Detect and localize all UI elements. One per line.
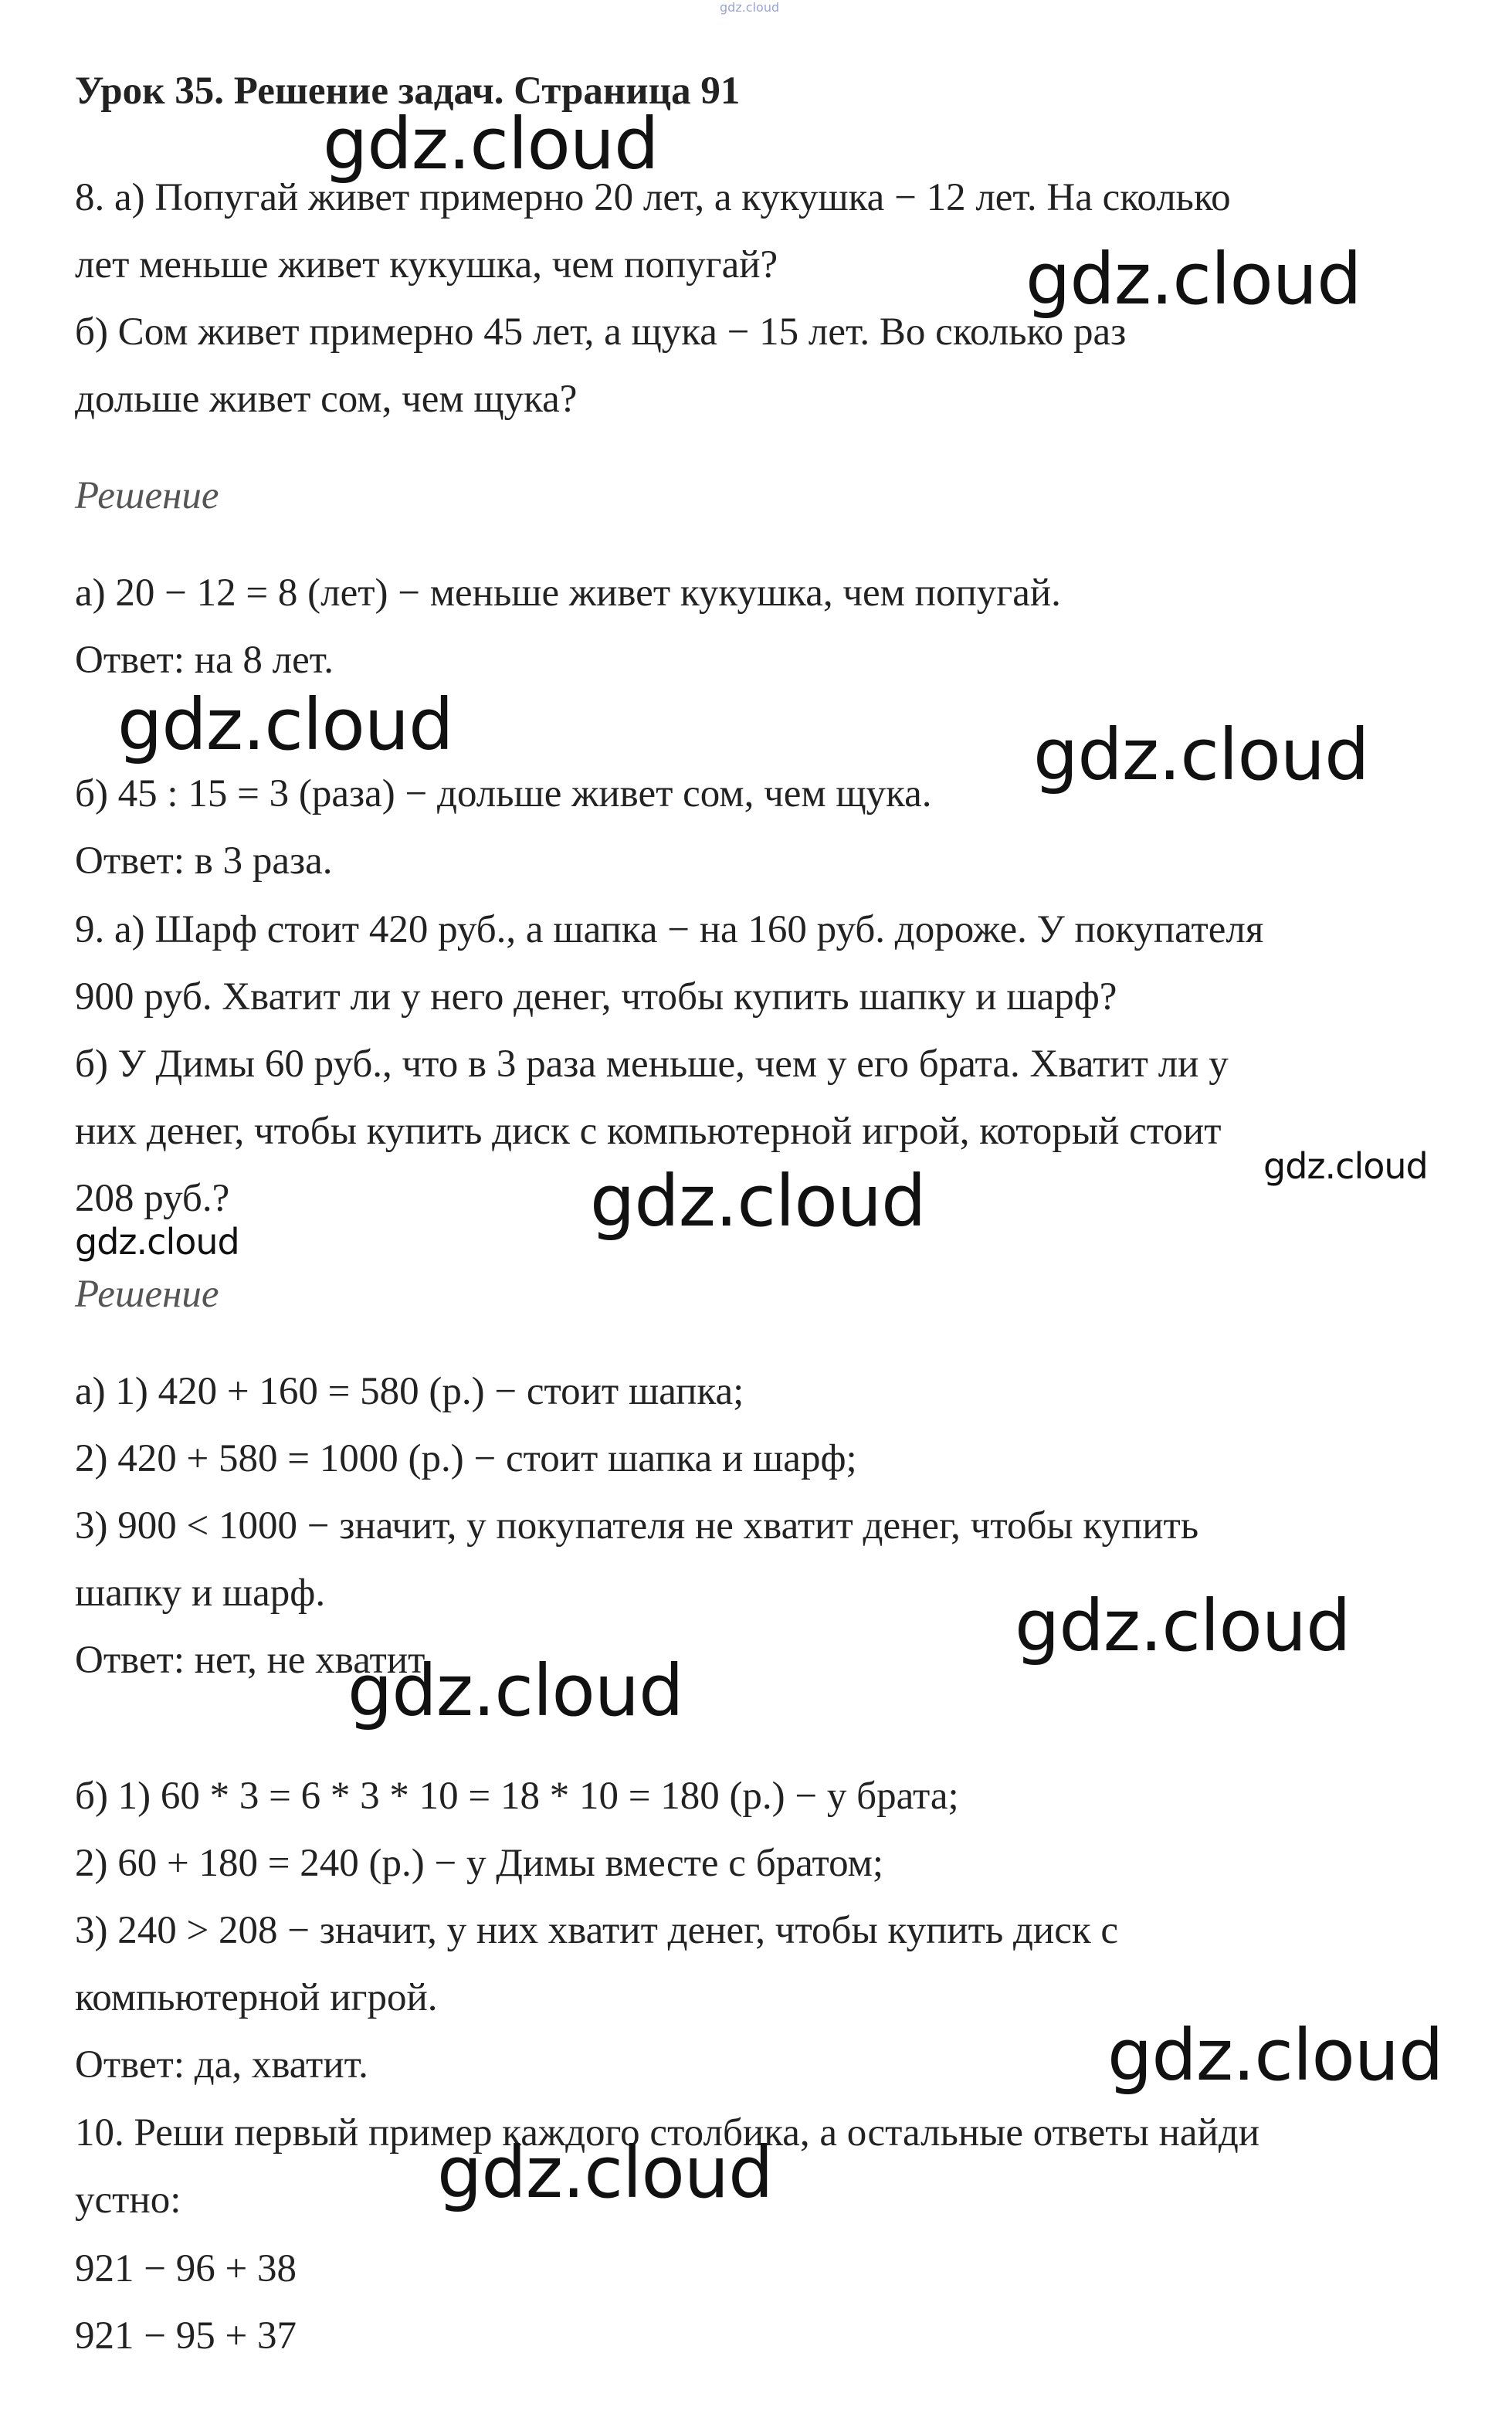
watermark: gdz.cloud <box>590 1160 926 1243</box>
watermark: gdz.cloud <box>75 1221 239 1263</box>
task9-solution-a-step2: 2) 420 + 580 = 1000 (р.) − стоит шапка и шарф; <box>75 1437 857 1480</box>
task10-question-line1: 10. Реши первый пример каждого столбика, а остальные ответы найди <box>75 2111 1260 2155</box>
task9-answer-b: Ответ: да, хватит. <box>75 2043 368 2087</box>
watermark: gdz.cloud <box>347 1649 683 1732</box>
task10-example-1: 921 − 96 + 38 <box>75 2247 297 2290</box>
task10-example-2: 921 − 95 + 37 <box>75 2314 297 2358</box>
task9-question-b-line3: 208 руб.? <box>75 1177 230 1220</box>
task9-question-b-line1: б) У Димы 60 руб., что в 3 раза меньше, чем у его брата. Хватит ли у <box>75 1043 1229 1086</box>
task8-question-a-line1: 8. а) Попугай живет примерно 20 лет, а кукушка − 12 лет. На сколько <box>75 176 1231 219</box>
task9-question-a-line2: 900 руб. Хватит ли у него денег, чтобы купить шапку и шарф? <box>75 975 1117 1019</box>
task9-solution-b-step1: б) 1) 60 * 3 = 6 * 3 * 10 = 18 * 10 = 180 (р.) − у брата; <box>75 1775 959 1818</box>
task9-solution-a-step1: а) 1) 420 + 160 = 580 (р.) − стоит шапка; <box>75 1370 744 1413</box>
watermark: gdz.cloud <box>323 103 659 185</box>
watermark: gdz.cloud <box>1107 2014 1443 2097</box>
task9-solution-label: Решение <box>75 1273 219 1316</box>
top-watermark: gdz.cloud <box>720 0 780 15</box>
page-title: Урок 35. Решение задач. Страница 91 <box>75 70 741 113</box>
task9-solution-a-step3-line1: 3) 900 < 1000 − значит, у покупателя не хватит денег, чтобы купить <box>75 1504 1199 1548</box>
task9-question-a-line1: 9. а) Шарф стоит 420 руб., а шапка − на 160 руб. дороже. У покупателя <box>75 908 1264 951</box>
task8-answer-b: Ответ: в 3 раза. <box>75 839 333 883</box>
task8-question-a-line2: лет меньше живет кукушка, чем попугай? <box>75 243 778 286</box>
task9-solution-b-step2: 2) 60 + 180 = 240 (р.) − у Димы вместе с братом; <box>75 1842 884 1885</box>
task9-answer-a: Ответ: нет, не хватит. <box>75 1639 432 1682</box>
watermark: gdz.cloud <box>1015 1585 1351 1667</box>
watermark: gdz.cloud <box>117 683 453 766</box>
task8-solution-b: б) 45 : 15 = 3 (раза) − дольше живет сом, чем щука. <box>75 772 932 815</box>
watermark: gdz.cloud <box>1026 238 1361 320</box>
task9-solution-b-step3-line1: 3) 240 > 208 − значит, у них хватит денег, чтобы купить диск с <box>75 1909 1119 1952</box>
task8-solution-label: Решение <box>75 474 219 517</box>
watermark: gdz.cloud <box>437 2131 773 2214</box>
task8-solution-a: а) 20 − 12 = 8 (лет) − меньше живет кукушка, чем попугай. <box>75 571 1061 615</box>
task9-solution-a-step3-line2: шапку и шарф. <box>75 1571 326 1615</box>
watermark: gdz.cloud <box>1033 714 1369 796</box>
task10-question-line2: устно: <box>75 2178 181 2222</box>
task9-question-b-line2: них денег, чтобы купить диск с компьютерной игрой, который стоит <box>75 1110 1222 1153</box>
task8-question-b-line2: дольше живет сом, чем щука? <box>75 378 578 421</box>
task8-question-b-line1: б) Сом живет примерно 45 лет, а щука − 15 лет. Во сколько раз <box>75 310 1127 354</box>
watermark: gdz.cloud <box>1263 1145 1428 1187</box>
task9-solution-b-step3-line2: компьютерной игрой. <box>75 1976 438 2019</box>
task8-answer-a: Ответ: на 8 лет. <box>75 639 334 682</box>
